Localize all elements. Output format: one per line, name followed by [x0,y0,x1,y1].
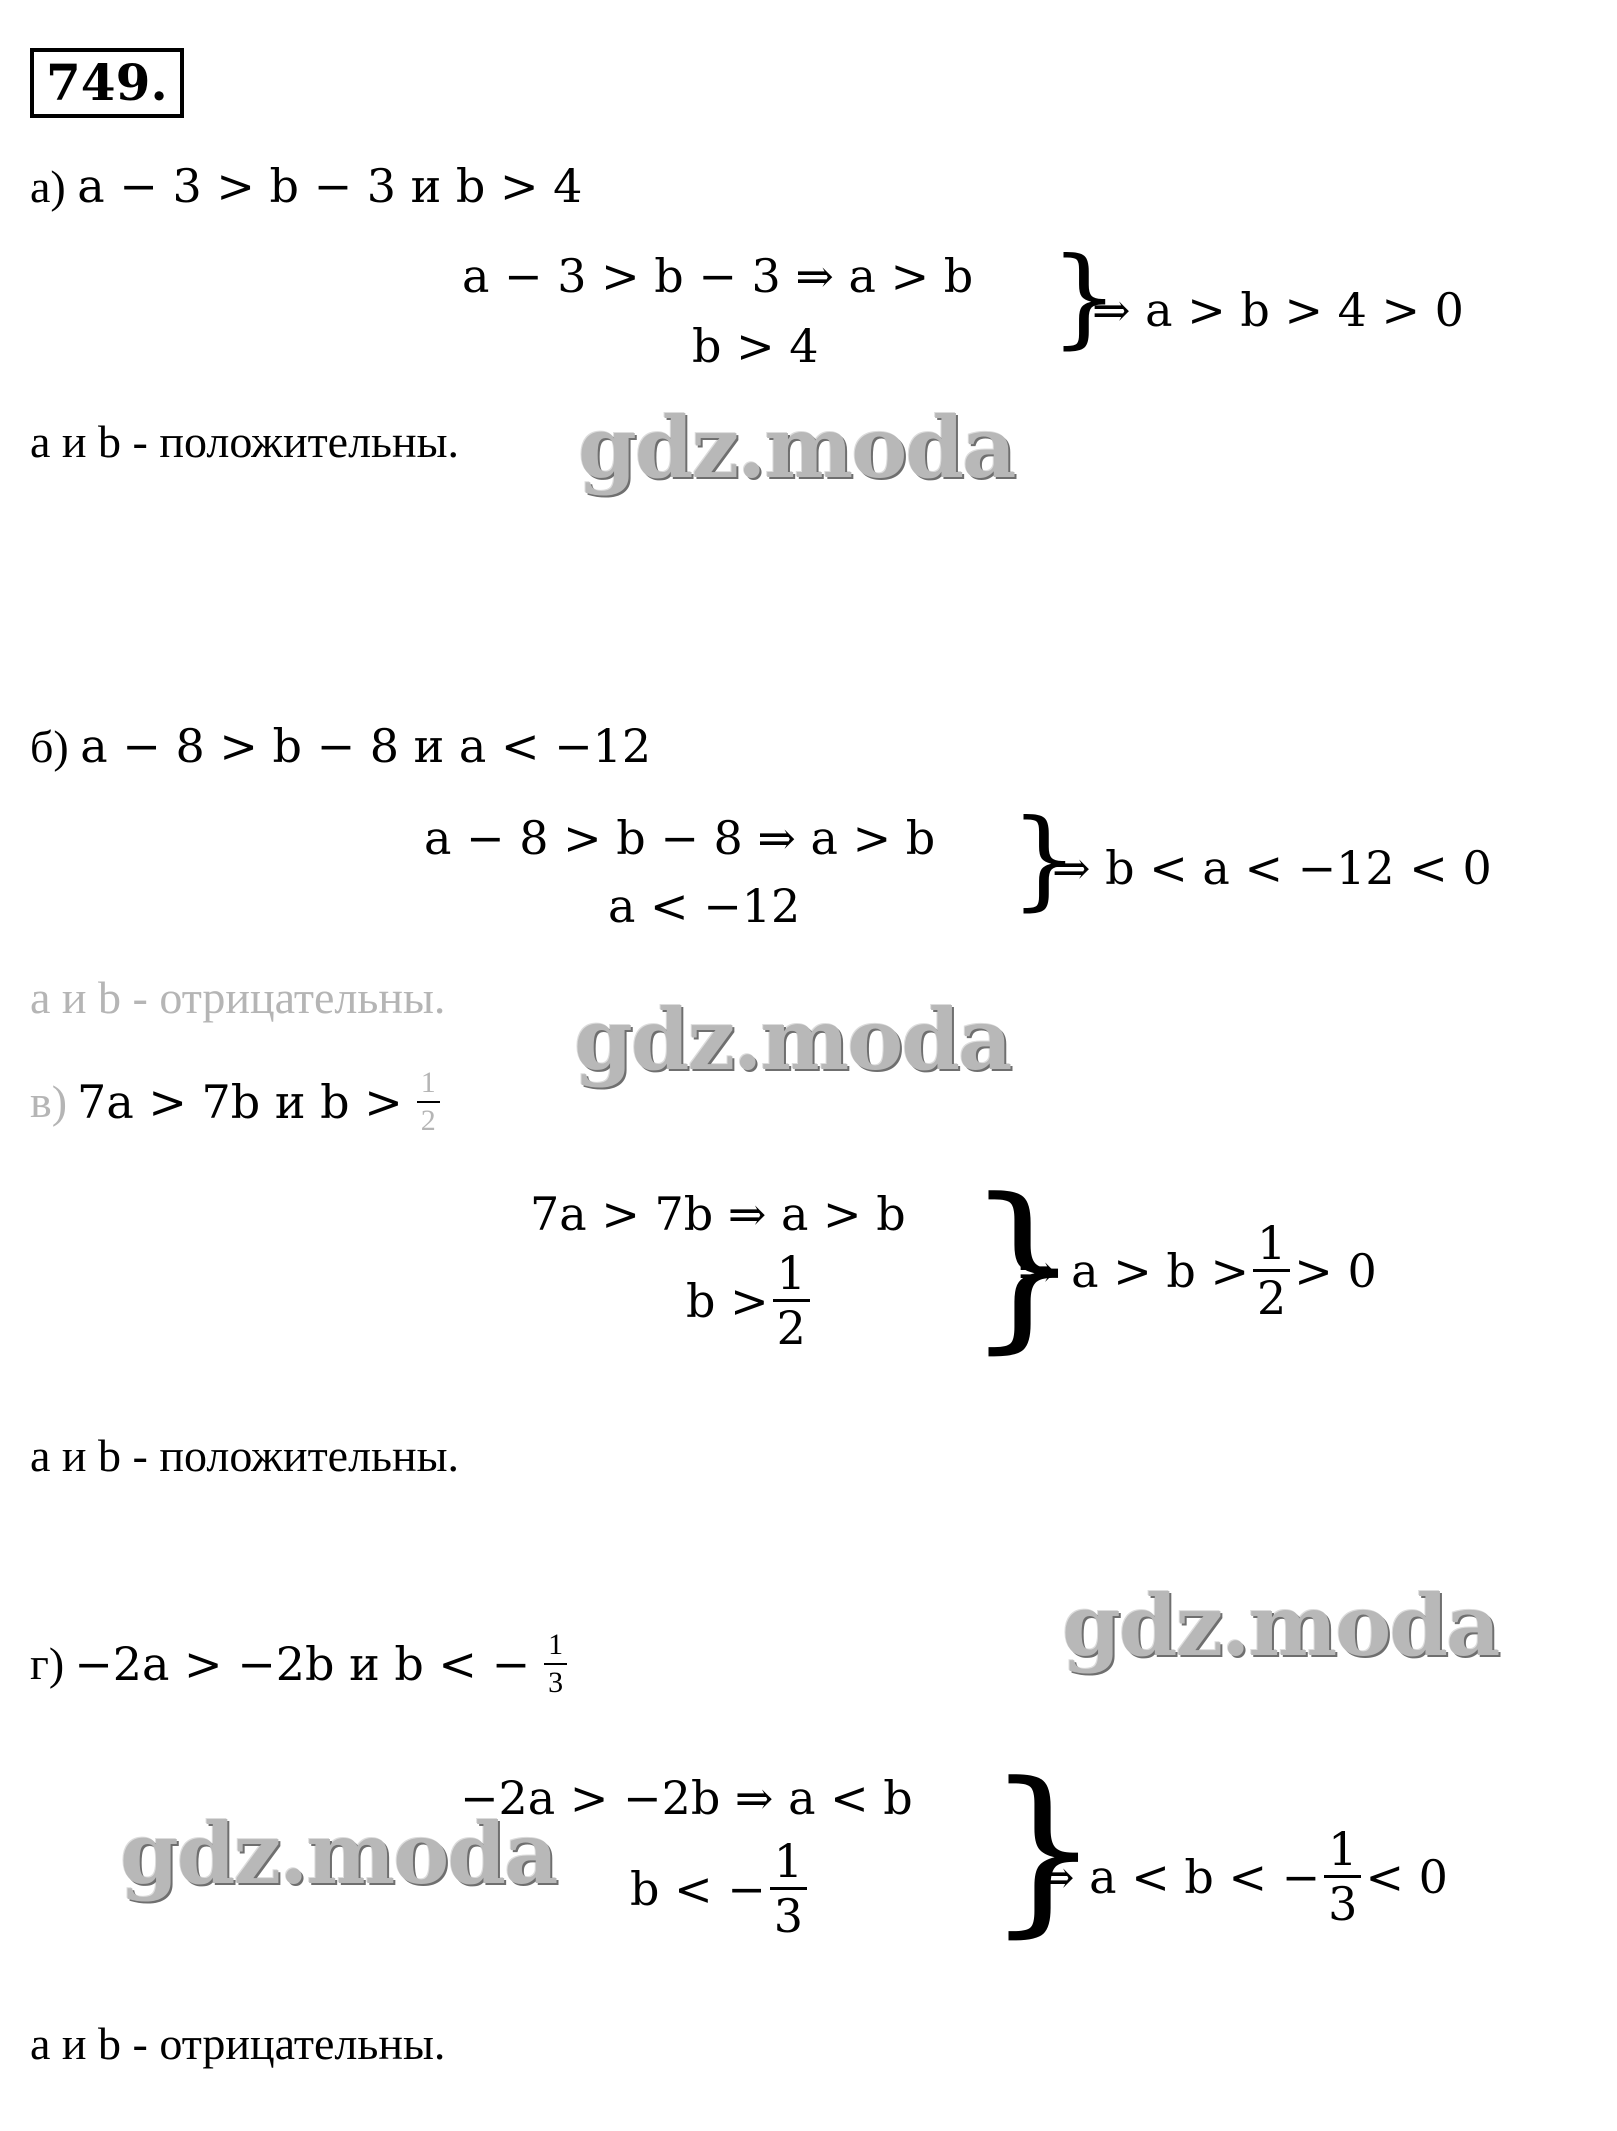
part-d-result: ⇒ a < b < − $\frac{1}{3}$ < 0 [1036,1822,1448,1931]
part-c-label: в) [30,1076,68,1127]
problem-number: 749. [30,48,184,118]
part-b-conclusion: a и b - отрицательны. [30,972,446,1023]
part-a-condition [30,158,582,215]
part-a-label: а) [30,161,66,212]
part-d-step2: b < − $\frac{1}{3}$ [630,1838,811,1939]
part-d-label: г) [30,1638,65,1689]
part-b-step1: a − 8 > b − 8 ⇒ a > b [424,811,936,865]
watermark-2: gdz.moda [574,990,1011,1089]
part-d-step2-fraction: $\frac{1}{3}$ [770,1838,807,1939]
part-c-condition-fraction: $\frac{1}{2}$ [417,1068,440,1136]
part-a-condition-text: a − 3 > b − 3 и b > 4 [77,159,583,213]
part-c-step2-fraction: $\frac{1}{2}$ [773,1250,810,1351]
part-d-step1: −2a > −2b ⇒ a < b [460,1771,913,1825]
part-a-step1: a − 3 > b − 3 ⇒ a > b [462,249,974,303]
part-c-conclusion: a и b - положительны. [30,1430,460,1481]
part-c-step2: b > $\frac{1}{2}$ [686,1250,814,1351]
part-d-condition-fraction: $\frac{1}{3}$ [544,1630,567,1698]
part-c-result: ⇒ a > b > $\frac{1}{2}$ > 0 [1018,1216,1377,1325]
part-b-condition-text: a − 8 > b − 8 и a < −12 [80,719,652,773]
part-b-condition [30,718,651,775]
part-a-brace: } [1050,235,1119,360]
watermark-4: gdz.moda [120,1804,557,1903]
part-d-result-fraction: $\frac{1}{3}$ [1324,1826,1361,1927]
part-d-conclusion: a и b - отрицательны. [30,2018,446,2069]
part-a-step2: b > 4 [692,319,819,373]
part-c-result-fraction: $\frac{1}{2}$ [1253,1220,1290,1321]
part-c-step1: 7a > 7b ⇒ a > b [530,1187,906,1241]
watermark-1: gdz.moda [578,398,1015,497]
part-a-result: ⇒ a > b > 4 > 0 [1092,283,1464,337]
part-d-brace: } [986,1745,1101,1954]
part-c-brace: } [966,1161,1081,1370]
part-b-step2: a < −12 [608,879,801,933]
part-c-condition [30,1068,444,1136]
part-a-conclusion: a и b - положительны. [30,416,460,467]
watermark-3: gdz.moda [1062,1576,1499,1675]
part-b-result: ⇒ b < a < −12 < 0 [1052,841,1492,895]
part-b-brace: } [1010,797,1079,922]
part-b-label: б) [30,721,69,772]
part-c-condition-text: 7a > 7b и b > [77,1075,403,1129]
part-d-condition-text: −2a > −2b и b < − [74,1637,531,1691]
part-d-condition [30,1630,571,1698]
